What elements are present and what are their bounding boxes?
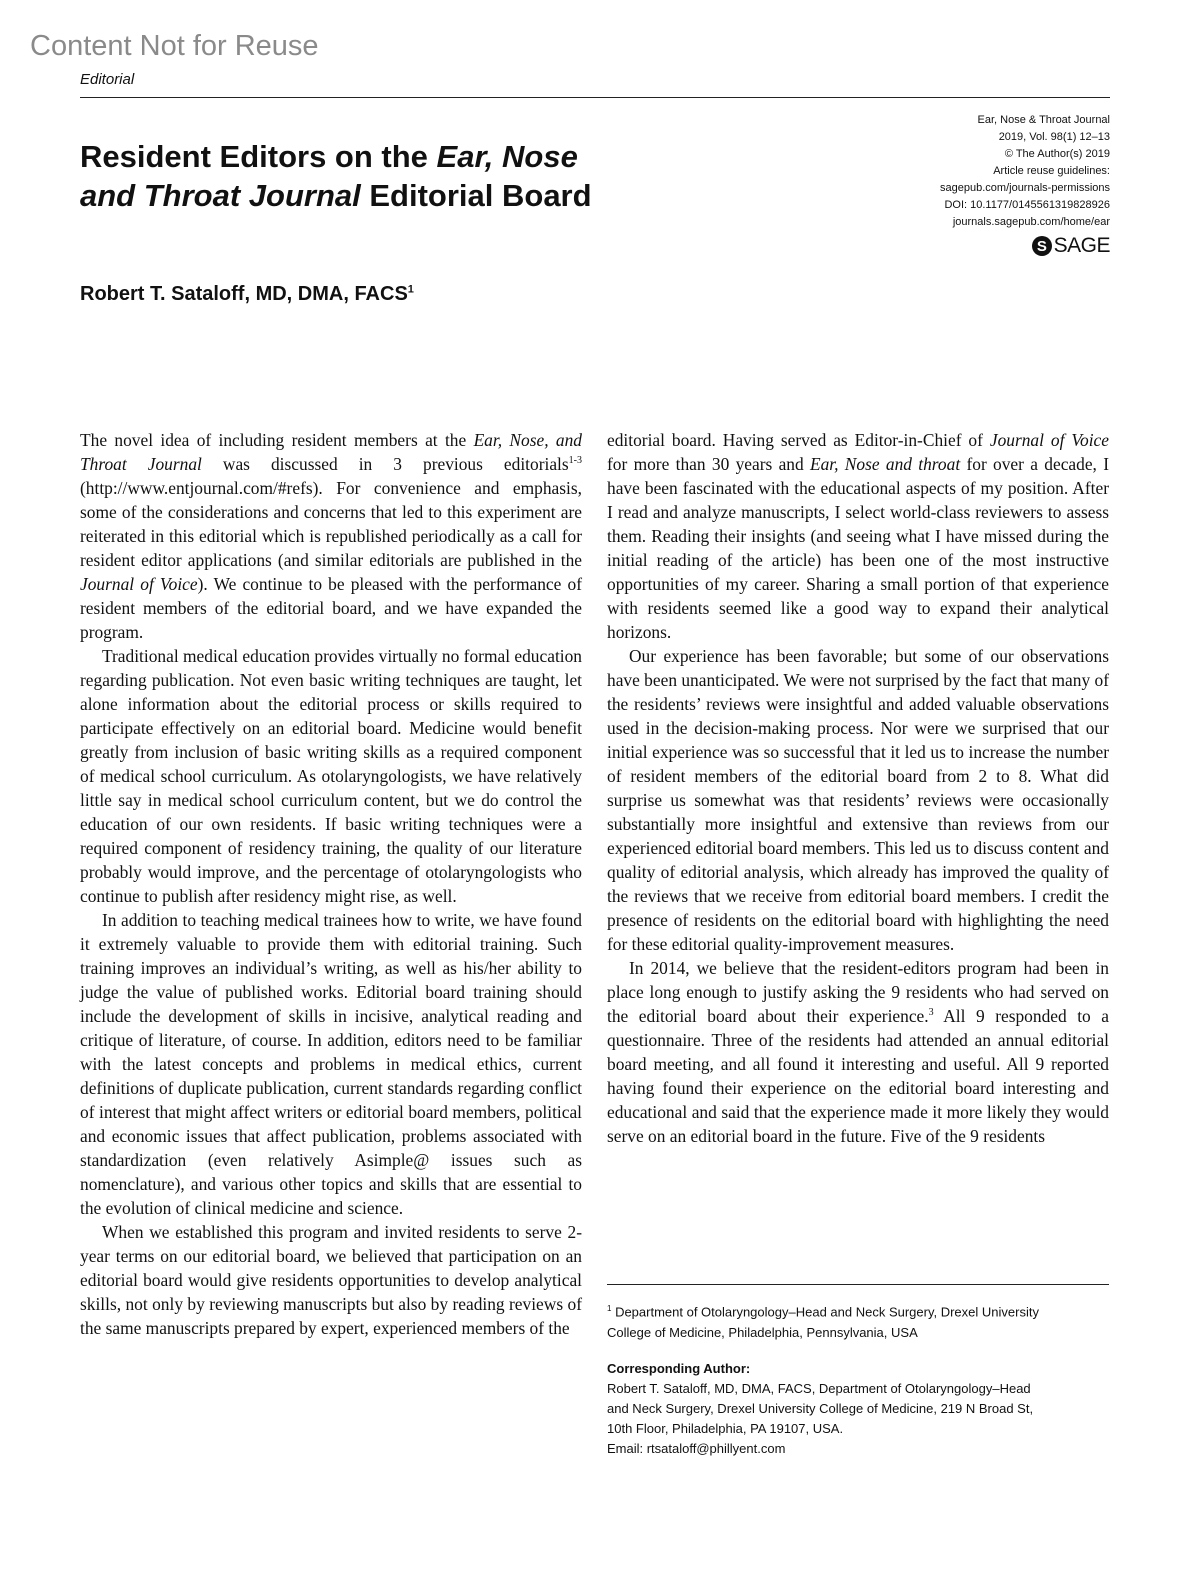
paragraph: Traditional medical education provides virtually no formal education regarding publication. Not even basic writing techniques are taught, let alone information about the editorial process or skills required to participate effectively on an editorial board. Medicine would benefit greatly from inclusion of basic writing skills as a required component of medical school curriculum. As otolaryngologists, we have relatively little say in medical school curriculum content, but we do control the education of our own residents. If basic writing techniques were a required component of residency training, the quality of our literature probably would improve, and the percentage of otolaryngologists who continue to publish after residency might rise, as well. [80, 646, 582, 906]
reference-mark: 1-3 [568, 455, 582, 467]
author-byline [80, 283, 414, 306]
paragraph [80, 428, 582, 644]
paragraph: In addition to teaching medical trainees how to write, we have found it extremely valuable to provide them with editorial training. Such training improves an individual’s writing, as well as his/her ability to judge the value of published works. Editorial board training should include the development of skills in incisive, analytical reading and critique of literature, of course. In addition, editors need to be familiar with the latest concepts and problems in medical ethics, current definitions of duplicate publication, current standards regarding conflict of interest that might affect writers or editorial board members, political and economic issues that affect publication, problems associated with standardization (even relatively Asimple@ issues such as nomenclature), and various other topics and skills that are essential to the evolution of clinical medicine and science. [80, 910, 582, 1218]
affiliation-footnote [607, 1298, 1117, 1343]
title-text-end: Editorial Board [360, 178, 592, 213]
paragraph: Our experience has been favorable; but some of our observations have been unanticipated. We were not surprised by the fact that many of the residents’ reviews were insightful and added valuable observations used in the decision-making process. Nor were we surprised that our initial experience was so successful that it led us to increase the number of resident members of the editorial board from 2 to 8. What did surprise us somewhat was that residents’ reviews were occasionally substantially more insightful and extensive than reviews from our experienced editorial board members. This led us to discuss content and quality of editorial analysis, which already has improved the quality of the reviews that we receive from editorial board members. I credit the presence of residents on the editorial board with highlighting the need for these editorial quality-improvement measures. [607, 646, 1109, 954]
title-journal-name-cont: and Throat Journal [80, 178, 361, 213]
title-line-1 [80, 137, 720, 176]
corresponding-line: and Neck Surgery, Drexel University College of Medicine, 219 N Broad St, [607, 1401, 1034, 1416]
affiliation-line: College of Medicine, Philadelphia, Pennsylvania, USA [607, 1325, 918, 1341]
journal-name-italic: Ear, Nose, and Throat Journal [80, 430, 582, 474]
affiliation-text: Department of Otolaryngology–Head and Neck Surgery, Drexel University [611, 1304, 1039, 1320]
sage-logo [1032, 234, 1110, 258]
journal-home-link[interactable]: journals.sagepub.com/home/ear [952, 216, 1110, 228]
paragraph [607, 428, 1109, 644]
journal-name-italic: Journal of Voice [80, 574, 198, 594]
copyright: © The Author(s) 2019 [1004, 148, 1110, 160]
footnote-rule [607, 1284, 1109, 1285]
paragraph [607, 956, 1109, 1148]
body-column-left [80, 428, 582, 1340]
text-run: (http://www.entjournal.com/#refs). For convenience and emphasis, some of the considerations and concerns that led to this experiment are reiterated in this editorial which is republished periodically as a call for resident editor applications (and similar editorials are published in the [80, 478, 582, 570]
corresponding-heading: Corresponding Author: [607, 1361, 751, 1376]
section-label: Editorial [80, 71, 135, 88]
corresponding-line: Robert T. Sataloff, MD, DMA, FACS, Department of Otolaryngology–Head [607, 1381, 1031, 1396]
journal-name: Ear, Nose & Throat Journal [977, 114, 1110, 126]
corresponding-author [607, 1359, 1117, 1459]
text-run: The novel idea of including resident members at the [80, 430, 474, 450]
text-run: editorial board. Having served as Editor-in-Chief of [607, 430, 990, 450]
journal-meta [940, 112, 1110, 231]
sage-logo-icon: S [1032, 236, 1052, 256]
text-run: ). We continue to be pleased with the performance of resident members of the editorial board, and we have expanded the program. [80, 574, 582, 642]
header-rule [80, 97, 1110, 98]
author-name: Robert T. Sataloff, MD, DMA, FACS [80, 283, 408, 305]
reference-mark: 3 [928, 1007, 934, 1019]
journal-name-italic: Ear, Nose and throat [809, 454, 961, 474]
affiliation-line [607, 1298, 1117, 1322]
corresponding-email[interactable]: Email: rtsataloff@phillyent.com [607, 1441, 786, 1456]
reuse-link[interactable]: sagepub.com/journals-permissions [940, 182, 1110, 194]
watermark: Content Not for Reuse [30, 30, 319, 62]
text-run: was discussed in 3 previous editorials [201, 454, 569, 474]
journal-volume: 2019, Vol. 98(1) 12–13 [998, 131, 1110, 143]
author-affiliation-mark: 1 [407, 283, 414, 296]
corresponding-line: 10th Floor, Philadelphia, PA 19107, USA. [607, 1421, 844, 1436]
body-column-right [607, 428, 1109, 1148]
article-title [80, 137, 720, 215]
title-line-2 [80, 176, 720, 215]
reuse-label: Article reuse guidelines: [993, 165, 1110, 177]
text-run: for over a decade, I have been fascinated with the educational aspects of my position. After I read and analyze manuscripts, I select world-class reviewers to assess them. Reading their insights (and seeing what I have missed during the initial reading of the article) has been one of the most instructive opportunities of my career. Sharing a small portion of that experience with residents seemed like a good way to expand their analytical horizons. [607, 454, 1109, 642]
doi[interactable]: DOI: 10.1177/0145561319828926 [944, 199, 1110, 211]
text-run: All 9 responded to a questionnaire. Three of the residents had attended an annual editorial board meeting, and all found it interesting and useful. All 9 reported having found their experience on the editorial board interesting and educational and said that the experience made it more likely they would serve on an editorial board in the future. Five of the 9 residents [607, 1006, 1110, 1146]
text-run: for more than 30 years and [607, 454, 810, 474]
sage-logo-text: SAGE [1053, 234, 1110, 257]
paragraph: When we established this program and invited residents to serve 2-year terms on our editorial board, we believed that participation on an editorial board would give residents opportunities to develop analytical skills, not only by reviewing manuscripts but also by reading reviews of the same manuscripts prepared by expert, experienced members of the [80, 1222, 582, 1338]
title-text: Resident Editors on the [80, 139, 437, 174]
footnote-mark: 1 [607, 1304, 612, 1313]
text-run: In 2014, we believe that the resident-editors program had been in place long enough to justify asking the 9 residents who had served on the editorial board about their experience. [607, 958, 1109, 1026]
journal-name-italic: Journal of Voice [989, 430, 1109, 450]
title-journal-name: Ear, Nose [436, 139, 578, 174]
